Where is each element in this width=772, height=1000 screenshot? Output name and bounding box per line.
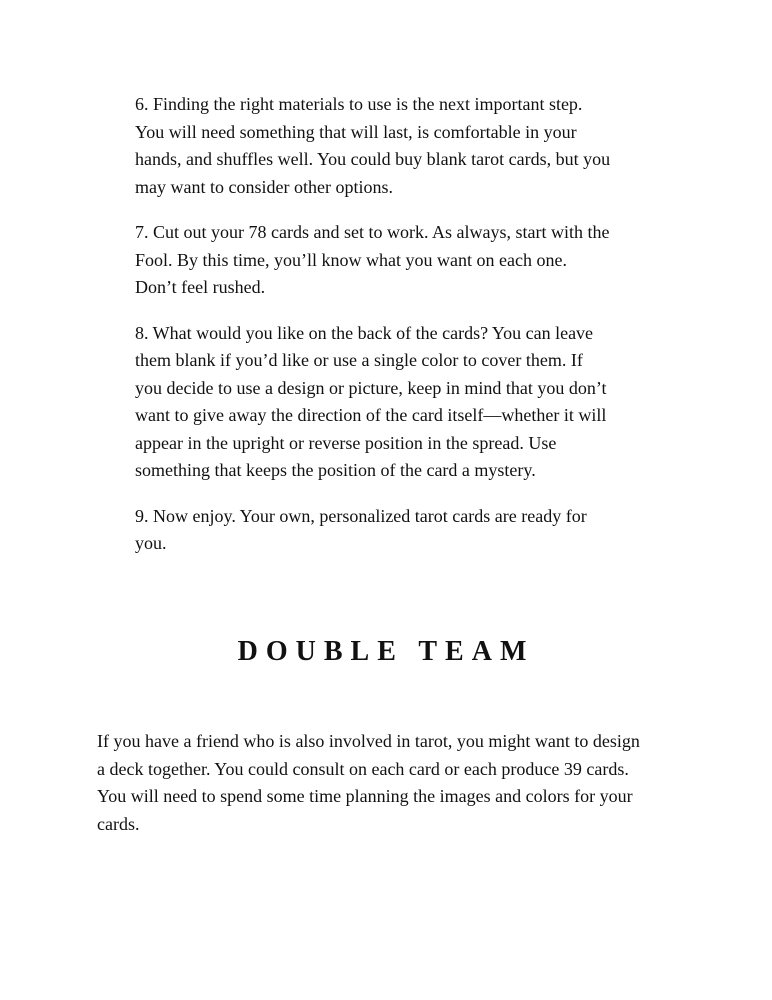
list-item-step-6: 6. Finding the right materials to use is the next important step. You will need something that will last, is comfortable in your hands, and shuffles well. You could buy blank tarot cards, but you may want to consider other options. (135, 94, 611, 197)
list-item-step-8: 8. What would you like on the back of the cards? You can leave them blank if you’d like or use a single color to cover them. If you decide to use a design or picture, keep in mind that you don’t want to give away the direction of the card itself—whether it will appear in the upright or reverse position in the spread. Use something that keeps the position of the card a mystery. (135, 322, 607, 480)
list-item-step-7: 7. Cut out your 78 cards and set to work. As always, start with the Fool. By this time, you’ll know what you want on each one. Don’t feel rushed. (135, 222, 610, 297)
section-heading: DOUBLE TEAM (237, 636, 535, 667)
numbered-steps-list (135, 91, 655, 576)
section-paragraph: If you have a friend who is also involved in tarot, you might want to design a deck together. You could consult on each card or each produce 39 cards. You will need to spend some time planning the images and colors for your cards. (97, 731, 640, 834)
list-item-step-9: 9. Now enjoy. Your own, personalized tarot cards are ready for you. (135, 505, 587, 553)
